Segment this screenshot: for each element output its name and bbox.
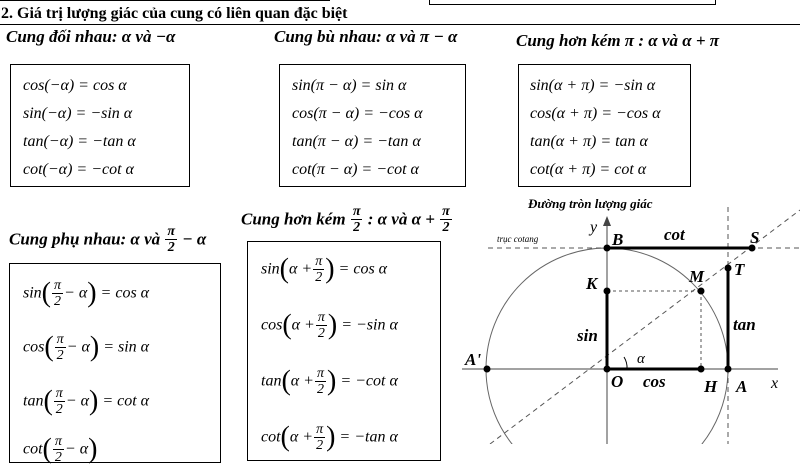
pi-over-2-fraction: $\frac{\pi}{2}$ [167,224,176,255]
circle-title: Đường tròn lượng giác [528,196,653,211]
header-cung-hon-kem-pi: Cung hơn kém π : α và α + π [516,31,720,50]
header-hon-half-mid: : α và α + [367,209,435,229]
label-cos: cos [643,372,666,391]
label-a-prime: A' [465,350,482,369]
formula-hon-half-1: sin(α + $\frac{\pi}{2}$ ) = cos α [261,253,388,285]
formula-hon-half-2: cos(α + $\frac{\pi}{2}$ ) = −sin α [261,309,398,341]
pi-over-2-fraction: $\frac{\pi}{2}$ [352,204,361,235]
point-a-prime [484,366,491,373]
label-alpha: α [637,351,645,367]
label-t: T [734,260,745,279]
label-x: x [771,375,779,392]
header-hon-half-text: Cung hơn kém [241,209,346,229]
point-k [604,288,611,295]
formula-hon-pi-2: cos(α + π) = −cos α [530,105,661,122]
label-sin: sin [577,326,598,345]
label-o: O [611,372,624,391]
point-a [725,366,732,373]
formula-phu-1: sin( $\frac{\pi}{2}$ − α) = cos α [23,277,150,309]
formula-bu-3: tan(π − α) = −tan α [292,133,421,150]
formula-phu-2: cos( $\frac{\pi}{2}$ − α) = sin α [23,331,150,363]
formula-doi-2: sin(−α) = −sin α [23,105,133,122]
header-cung-bu-nhau: Cung bù nhau: α và π − α [274,27,458,46]
label-m: M [689,267,705,286]
point-t [725,265,732,272]
label-tan: tan [733,315,756,334]
formula-hon-pi-1: sin(α + π) = −sin α [530,77,656,94]
header-cung-doi-nhau: Cung đối nhau: α và −α [6,27,176,46]
point-h [698,366,705,373]
label-y: y [590,219,598,236]
label-s: S [750,228,760,247]
label-truc-cotang: trục cotang [497,234,539,244]
label-k: K [586,274,598,293]
angle-arc [624,357,627,369]
formula-hon-half-3: tan(α + $\frac{\pi}{2}$ ) = −cot α [261,365,398,397]
label-cot: cot [664,225,685,244]
header-phu-text: Cung phụ nhau: α và [9,229,161,249]
formula-bu-4: cot(π − α) = −cot α [292,161,419,178]
formula-bu-1: sin(π − α) = sin α [292,77,407,94]
label-h: H [704,377,718,396]
formula-hon-pi-4: cot(α + π) = cot α [530,161,647,178]
formula-hon-pi-3: tan(α + π) = tan α [530,133,648,150]
formula-phu-3: tan( $\frac{\pi}{2}$ − α) = cot α [23,385,150,417]
formula-doi-4: cot(−α) = −cot α [23,161,134,178]
point-o [604,366,611,373]
formula-doi-1: cos(−α) = cos α [23,77,127,94]
formula-hon-half-4: cot(α + $\frac{\pi}{2}$ ) = −tan α [261,421,398,453]
label-a: A [736,377,748,396]
label-b: B [612,230,624,249]
header-phu-tail: − α [182,229,207,249]
point-b [604,245,611,252]
point-m [698,288,705,295]
y-axis-arrow [603,216,611,226]
formula-phu-4: cot( $\frac{\pi}{2}$ − α) [23,433,98,465]
formula-bu-2: cos(π − α) = −cos α [292,105,423,122]
formula-doi-3: tan(−α) = −tan α [23,133,136,150]
pi-over-2-fraction: $\frac{\pi}{2}$ [442,204,450,235]
section-title: 2. Giá trị lượng giác của cung có liên quan đặc biệt [0,4,800,25]
